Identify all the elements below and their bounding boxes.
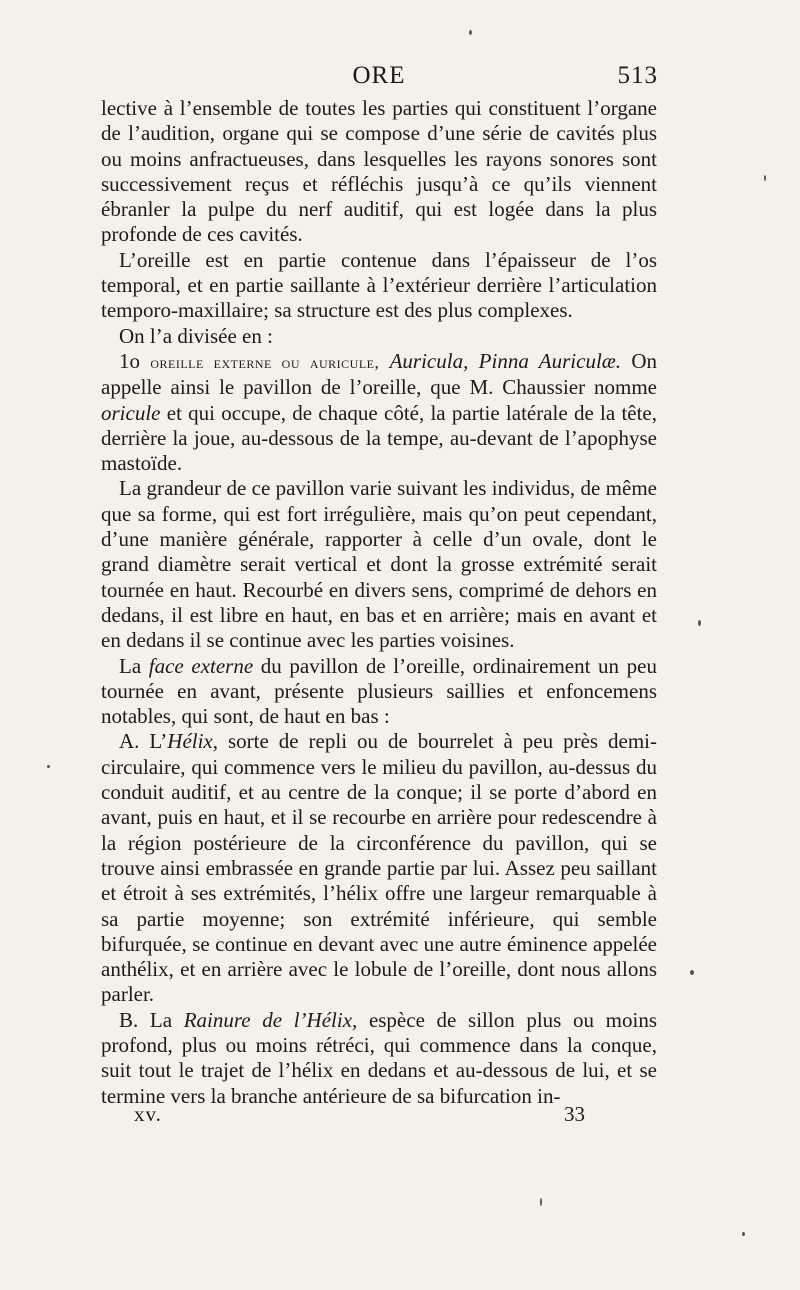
section-text-before: On appelle ainsi le pavillon de l’oreille, que M. Chaussier nomme (101, 348, 658, 400)
running-head (100, 62, 658, 94)
paragraph-grandeur: La grandeur de ce pavillon varie suivant les individus, de même que sa forme, qui est fort irrégulière, mais qu’on peut cependant, d’une manière générale, rapporter à celle d’un ovale, dont le grand diamètre serait vertical et dont la grosse extrémité serait tournée en haut. Recourbé en divers sens, comprimé de dehors en dedans, il est libre en haut, en bas et en arrière; mais en avant et en dedans il se continue avec les parties voisines. (101, 476, 657, 653)
term-oricule: oricule (101, 400, 161, 425)
latin-term-auricula: Auricula, (389, 348, 469, 373)
helix-letter: A. L’ (119, 729, 168, 754)
paragraph-division: On l’a divisée en : (119, 323, 273, 348)
body-text (101, 96, 657, 1109)
page-number: 513 (617, 62, 658, 89)
ink-speck (540, 1198, 542, 1206)
section-oreille-externe (101, 349, 657, 476)
ink-speck (469, 30, 472, 35)
face-rest: du pavillon de l’oreille, ordinairement un peu tournée en avant, présente plusieurs saillies et enfoncemens notables, qui sont, de haut en bas : (101, 653, 657, 729)
term-helix: Hélix, (167, 729, 219, 754)
running-head-title: ORE (352, 62, 406, 89)
section-heading: oreille externe ou auricule, (150, 352, 380, 372)
face-lead: La (119, 653, 142, 678)
page-footer (134, 1102, 594, 1132)
paragraph-helix (101, 729, 657, 1007)
section-text-after: et qui occupe, de chaque côté, la partie latérale de la tête, derrière la joue, au-dessous de la tempe, au-devant de l’apophyse mastoïde. (101, 400, 658, 476)
paragraph-face-externe (101, 654, 657, 730)
ink-speck (690, 970, 694, 975)
ink-speck (742, 1232, 745, 1236)
ink-speck (764, 175, 766, 181)
rainure-letter: B. La (119, 1007, 173, 1032)
helix-rest: sorte de repli ou de bourrelet à peu près demi-circulaire, qui commence vers le milieu du pavillon, au-dessus du conduit auditif, et au centre de la conque; il se porte d’abord en avant, puis en haut, et il se recourbe en arrière pour redescendre à la région postérieure de la circonférence du pavillon, qui se trouve ainsi embrassée en grande partie par lui. Assez peu saillant et étroit à ses extrémités, l’hélix offre une largeur remarquable à sa partie moyenne; son extrémité inférieure, qui semble bifurquée, se continue en devant avec une autre éminence appelée anthélix, et en arrière avec le lobule de l’oreille, dont nous allons parler. (101, 729, 658, 1007)
paragraph-continuation: lective à l’ensemble de toutes les parties qui constituent l’organe de l’audition, organe qui se compose d’une série de cavités plus ou moins anfractueuses, dans lesquelles les rayons sonores sont successivement reçus et réfléchis jusqu’à ce qu’ils viennent ébranler la pulpe du nerf auditif, qui est logée dans la plus profonde de ces cavités. (101, 96, 657, 247)
ink-speck (47, 765, 50, 768)
gathering-number: 33 (564, 1102, 585, 1126)
term-face-externe: face externe (148, 653, 254, 678)
ink-speck (698, 620, 701, 626)
term-rainure: Rainure de l’Hélix, (183, 1007, 358, 1032)
rainure-rest: espèce de sillon plus ou moins profond, plus ou moins rétréci, qui commence dans la conque, suit tout le trajet de l’hélix en dedans et au-dessous de lui, et se termine vers la branche antérieure de sa bifurcation in- (101, 1007, 657, 1108)
paragraph-oreille: L’oreille est en partie contenue dans l’épaisseur de l’os temporal, et en partie saillante à l’extérieur derrière l’articulation temporo-maxillaire; sa structure est des plus complexes. (101, 247, 657, 323)
section-number: 1o (119, 348, 140, 373)
signature-mark: xv. (134, 1102, 162, 1126)
paragraph-rainure (101, 1008, 657, 1109)
latin-term-pinna: Pinna Auriculæ. (478, 348, 622, 373)
